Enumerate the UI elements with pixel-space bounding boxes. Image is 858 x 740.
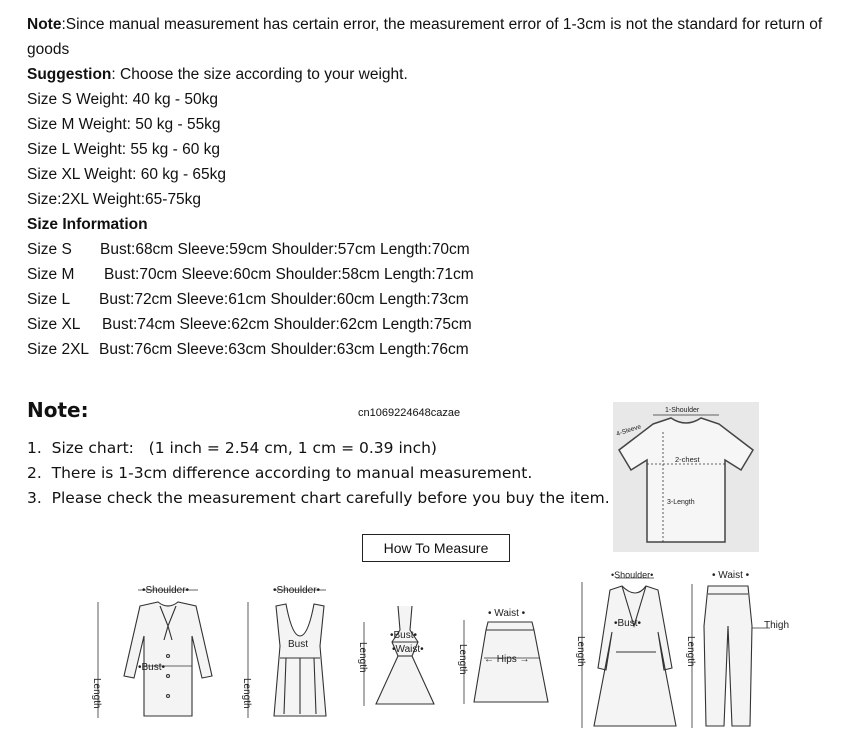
size-name: Size 2XL bbox=[27, 341, 90, 358]
suggestion-label: Suggestion bbox=[27, 66, 112, 83]
size-name: Size XL bbox=[27, 316, 81, 333]
tank-top-diagram bbox=[248, 590, 326, 718]
thigh-label: Thigh bbox=[764, 620, 790, 631]
length-label: Length bbox=[685, 636, 696, 667]
weight-row: Size M Weight: 50 kg - 55kg bbox=[27, 116, 221, 133]
note-line bbox=[27, 12, 837, 62]
suggestion-text: : Choose the size according to your weight. bbox=[111, 66, 408, 83]
weight-row: Size:2XL Weight:65-75kg bbox=[27, 191, 202, 208]
size-name: Size S bbox=[27, 241, 72, 258]
weight-row: Size XL Weight: 60 kg - 65kg bbox=[27, 166, 227, 183]
tshirt-measure-chart bbox=[613, 402, 759, 552]
dress-diagram bbox=[364, 606, 434, 706]
size-measures: Bust:76cm Sleeve:63cm Shoulder:63cm Length:76cm bbox=[99, 341, 469, 358]
size-measures: Bust:70cm Sleeve:60cm Shoulder:58cm Length:71cm bbox=[104, 266, 474, 283]
product-code: cn1069224648cazae bbox=[358, 407, 461, 419]
waist-label: •Waist• bbox=[392, 644, 424, 655]
size-name: Size L bbox=[27, 291, 71, 308]
trousers-diagram bbox=[692, 584, 770, 728]
note-item: 2. There is 1-3cm difference according to manual measurement. bbox=[27, 464, 533, 482]
size-info-title-text: Size Information bbox=[27, 216, 148, 233]
size-row bbox=[27, 312, 837, 337]
bust-label: Bust bbox=[288, 639, 309, 650]
size-row bbox=[27, 237, 837, 262]
chest-label: 2-chest bbox=[675, 455, 700, 464]
tshirt-shape bbox=[619, 418, 753, 542]
weight-row: Size S Weight: 40 kg - 50kg bbox=[27, 91, 218, 108]
note-item: 3. Please check the measurement chart carefully before you buy the item. bbox=[27, 489, 610, 507]
shoulder-label: •Shoulder• bbox=[273, 585, 321, 596]
hips-label: ← Hips → bbox=[484, 654, 530, 665]
tshirt-diagram bbox=[613, 402, 759, 552]
bust-label: •Bust• bbox=[614, 618, 642, 629]
size-measures: Bust:72cm Sleeve:61cm Shoulder:60cm Length:73cm bbox=[99, 291, 469, 308]
note-title: Note: bbox=[27, 398, 89, 422]
size-measures: Bust:74cm Sleeve:62cm Shoulder:62cm Length:75cm bbox=[102, 316, 472, 333]
note-label: Note bbox=[27, 16, 62, 33]
size-measures: Bust:68cm Sleeve:59cm Shoulder:57cm Length:70cm bbox=[100, 241, 470, 258]
length-label: Length bbox=[575, 636, 586, 667]
sleeve-label: 4-Sleeve bbox=[615, 423, 643, 438]
note-text: :Since manual measurement has certain error, the measurement error of 1-3cm is not the standard for return of goods bbox=[27, 16, 823, 58]
waist-label: • Waist • bbox=[712, 570, 750, 581]
length-label: Length bbox=[357, 642, 368, 673]
shoulder-label: •Shoulder• bbox=[611, 570, 654, 580]
waist-label: • Waist • bbox=[488, 608, 526, 619]
size-info-title bbox=[27, 212, 837, 237]
weight-row: Size L Weight: 55 kg - 60 kg bbox=[27, 141, 220, 158]
size-guide-text bbox=[27, 12, 837, 362]
length-label: 3-Length bbox=[667, 499, 695, 506]
blouse-diagram bbox=[98, 590, 212, 718]
length-label: Length bbox=[241, 678, 252, 709]
length-label: Length bbox=[457, 644, 468, 675]
how-to-measure-label: How To Measure bbox=[362, 534, 510, 562]
shoulder-label: 1-Shoulder bbox=[665, 407, 700, 414]
bust-label: •Bust• bbox=[390, 630, 418, 641]
size-name: Size M bbox=[27, 266, 75, 283]
bust-label: •Bust• bbox=[138, 662, 166, 673]
length-label: Length bbox=[91, 678, 102, 709]
size-row bbox=[27, 287, 837, 312]
note-item: 1. Size chart: (1 inch = 2.54 cm, 1 cm = 0.39 inch) bbox=[27, 439, 437, 457]
shoulder-label: •Shoulder• bbox=[142, 585, 190, 596]
garment-diagrams bbox=[80, 566, 800, 736]
suggestion-line bbox=[27, 62, 837, 87]
size-row bbox=[27, 337, 837, 362]
trench-coat-diagram bbox=[582, 578, 676, 728]
note-list bbox=[27, 436, 610, 511]
size-row bbox=[27, 262, 837, 287]
